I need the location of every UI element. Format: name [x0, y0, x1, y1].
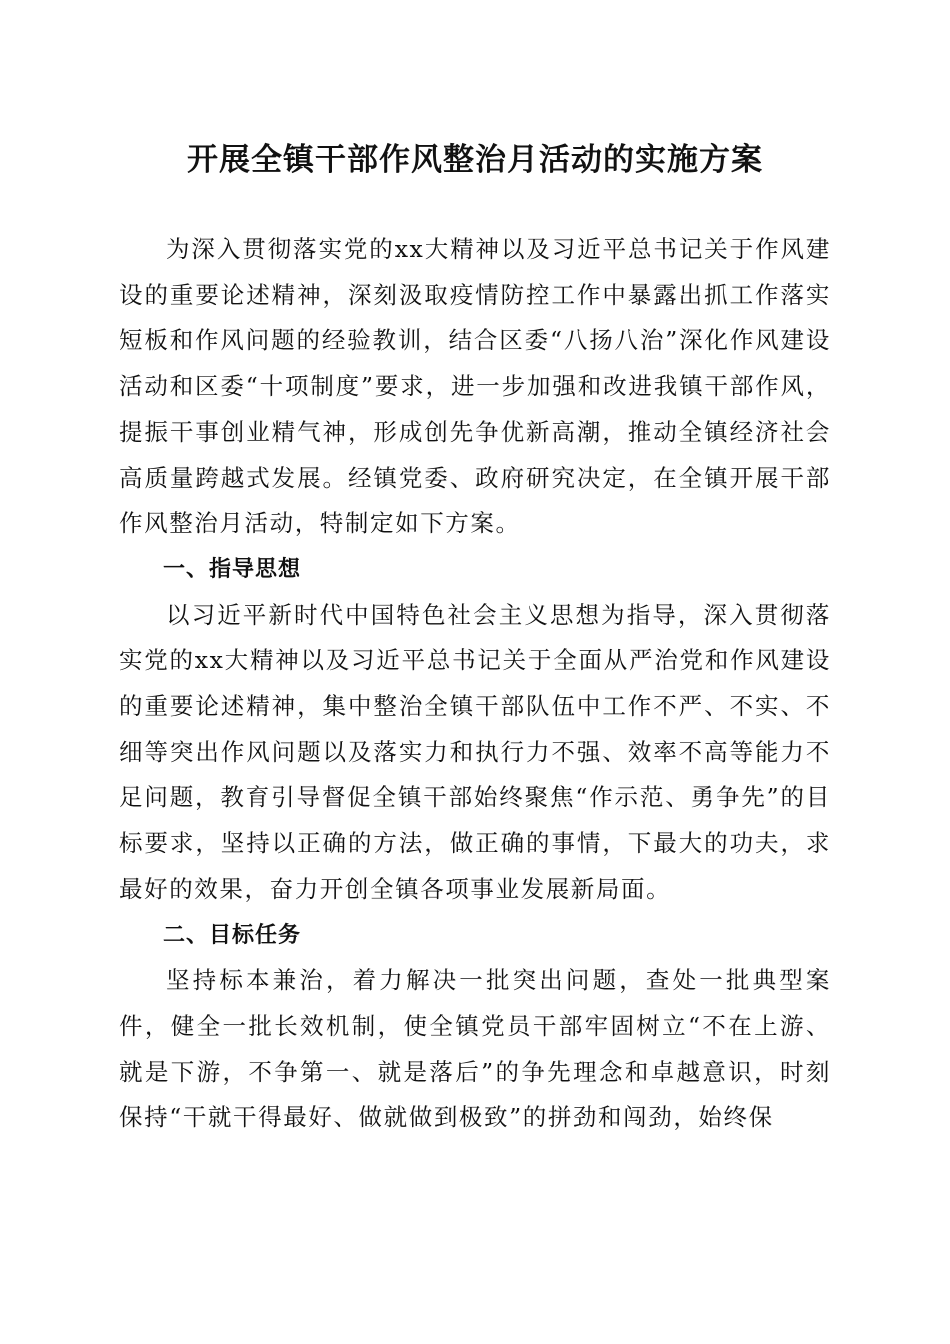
section-paragraph-objectives: 坚持标本兼治，着力解决一批突出问题，查处一批典型案件，健全一批长效机制，使全镇党员干部牢固树立“不在上游、就是下游，不争第一、就是落后”的争先理念和卓越意识，时刻保持“干就干得最好、做就做到极致”的拼劲和闯劲，始终保	[119, 966, 831, 1132]
intro-paragraph: 为深入贯彻落实党的xx大精神以及习近平总书记关于作风建设的重要论述精神，深刻汲取疫情防控工作中暴露出抓工作落实短板和作风问题的经验教训，结合区委“八扬八治”深化作风建设活动和区委“十项制度”要求，进一步加强和改进我镇干部作风，提振干事创业精气神，形成创先争优新高潮，推动全镇经济社会高质量跨越式发展。经镇党委、政府研究决定，在全镇开展干部作风整治月活动，特制定如下方案。	[119, 235, 831, 538]
section-heading-guiding-ideology: 一、指导思想	[163, 556, 302, 582]
section-paragraph-guiding-ideology: 以习近平新时代中国特色社会主义思想为指导，深入贯彻落实党的xx大精神以及习近平总书记关于全面从严治党和作风建设的重要论述精神，集中整治全镇干部队伍中工作不严、不实、不细等突出作风问题以及落实力和执行力不强、效率不高等能力不足问题，教育引导督促全镇干部始终聚焦“作示范、勇争先”的目标要求，坚持以正确的方法，做正确的事情，下最大的功夫，求最好的效果，奋力开创全镇各项事业发展新局面。	[119, 600, 831, 903]
document-body	[119, 227, 831, 1141]
section-heading-objectives: 二、目标任务	[163, 922, 302, 948]
document-title: 开展全镇干部作风整治月活动的实施方案	[187, 142, 763, 178]
